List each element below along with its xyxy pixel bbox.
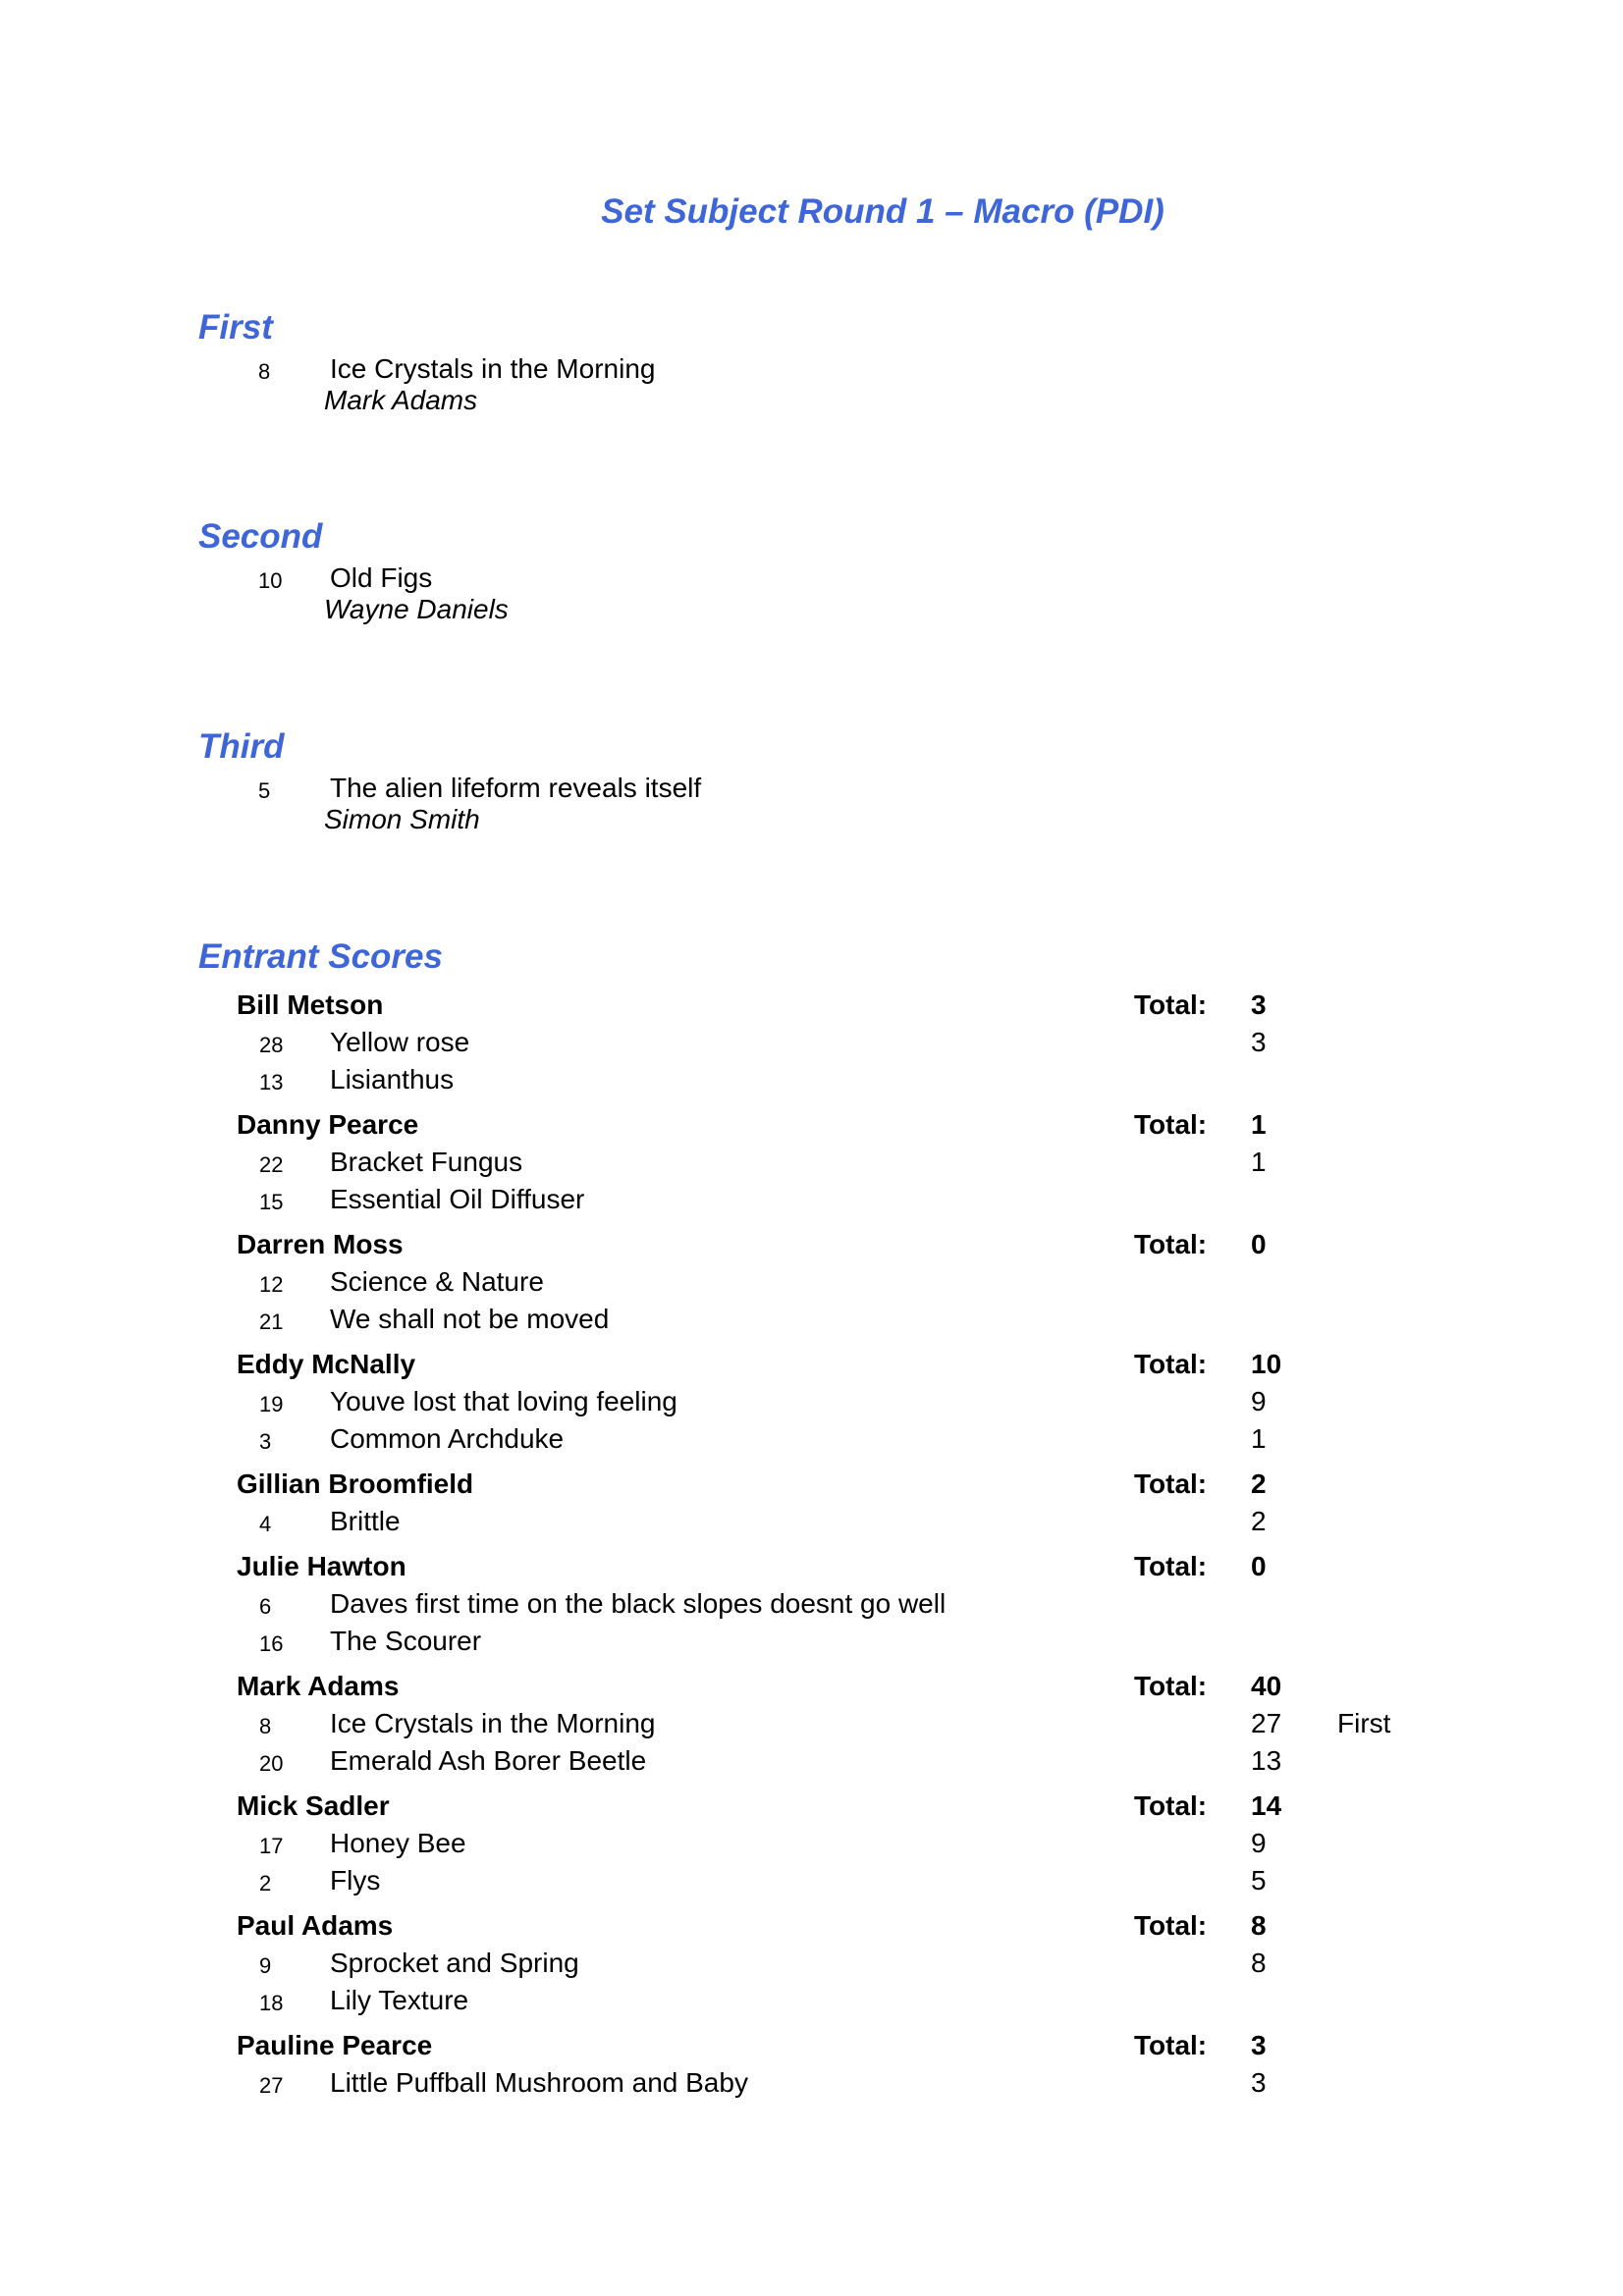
entry-row [0,1423,1623,1461]
entrant-group [0,1671,1623,1783]
entry-title: Honey Bee [330,1828,466,1858]
total-value: 14 [1251,1790,1282,1821]
entry-number: 19 [259,1392,284,1416]
entry-row [0,1266,1623,1304]
entry-row [0,1985,1623,2022]
entry-score: 3 [1251,2067,1267,2098]
entrant-name: Danny Pearce [237,1109,419,1140]
page-title: Set Subject Round 1 – Macro (PDI) [601,192,1164,231]
entry-number: 18 [259,1991,284,2015]
entrant-header-row [0,989,1623,1027]
award-entry-number: 8 [258,359,271,384]
entry-row [0,2067,1623,2105]
award-heading-third: Third [198,727,285,766]
award-entry-number: 10 [258,568,283,593]
award-entry-title: The alien lifeform reveals itself [330,773,702,803]
entry-row [0,1626,1623,1663]
entry-row [0,1386,1623,1423]
entrant-header-row [0,1468,1623,1506]
total-value: 8 [1251,1910,1267,1941]
entrant-group [0,989,1623,1101]
entry-score: 2 [1251,1506,1267,1536]
entry-number: 16 [259,1631,284,1656]
entrant-group [0,1551,1623,1663]
award-entry-author: Mark Adams [324,385,478,415]
entry-title: We shall not be moved [330,1304,610,1334]
entrant-header-row [0,1109,1623,1147]
total-label: Total: [1134,1551,1208,1581]
total-value: 0 [1251,1551,1267,1581]
entry-title: Science & Nature [330,1266,544,1297]
entrant-name: Bill Metson [237,989,384,1020]
total-label: Total: [1134,1671,1208,1701]
entrant-scores-heading: Entrant Scores [198,937,443,976]
entrant-group [0,2030,1623,2105]
entry-title: Emerald Ash Borer Beetle [330,1745,647,1776]
entry-number: 8 [259,1714,272,1738]
entry-score: 9 [1251,1386,1267,1416]
entrant-name: Gillian Broomfield [237,1468,474,1499]
entry-number: 3 [259,1429,272,1454]
entry-number: 21 [259,1309,284,1334]
entry-number: 2 [259,1871,272,1896]
total-label: Total: [1134,1468,1208,1499]
entry-title: Lily Texture [330,1985,469,2015]
entry-number: 27 [259,2073,284,2098]
entry-number: 17 [259,1834,284,1858]
entrant-name: Paul Adams [237,1910,394,1941]
entry-number: 22 [259,1152,284,1177]
award-entry-author: Simon Smith [324,804,480,834]
total-label: Total: [1134,1790,1208,1821]
entrant-header-row [0,1229,1623,1266]
total-value: 2 [1251,1468,1267,1499]
entrant-group [0,1349,1623,1461]
entrant-name: Mick Sadler [237,1790,390,1821]
entry-title: Brittle [330,1506,401,1536]
entrant-name: Darren Moss [237,1229,404,1259]
entry-number: 4 [259,1512,272,1536]
total-value: 10 [1251,1349,1282,1379]
entrant-header-row [0,1790,1623,1828]
entrant-name: Eddy McNally [237,1349,416,1379]
entry-number: 13 [259,1070,284,1095]
entry-score: 27 [1251,1708,1282,1738]
entrant-scores-list [0,989,1623,2112]
entry-award: First [1337,1708,1391,1738]
entry-title: The Scourer [330,1626,482,1656]
entrant-group [0,1910,1623,2022]
total-value: 3 [1251,989,1267,1020]
entry-row [0,1865,1623,1902]
entry-number: 15 [259,1190,284,1214]
entrant-header-row [0,1910,1623,1948]
entry-title: Flys [330,1865,381,1896]
entry-row [0,1948,1623,1985]
entry-score: 9 [1251,1828,1267,1858]
entry-row [0,1506,1623,1543]
entry-row [0,1304,1623,1341]
total-label: Total: [1134,1349,1208,1379]
entrant-name: Julie Hawton [237,1551,406,1581]
entrant-group [0,1790,1623,1902]
total-label: Total: [1134,1229,1208,1259]
total-value: 0 [1251,1229,1267,1259]
total-label: Total: [1134,2030,1208,2060]
total-value: 40 [1251,1671,1282,1701]
entry-score: 8 [1251,1948,1267,1978]
entry-score: 1 [1251,1147,1267,1177]
entrant-group [0,1109,1623,1221]
total-value: 3 [1251,2030,1267,2060]
total-label: Total: [1134,989,1208,1020]
entry-number: 9 [259,1953,272,1978]
entry-title: Common Archduke [330,1423,565,1454]
entrant-group [0,1468,1623,1543]
entry-row [0,1064,1623,1101]
entry-row [0,1184,1623,1221]
entry-number: 20 [259,1751,284,1776]
entry-score: 13 [1251,1745,1282,1776]
total-value: 1 [1251,1109,1267,1140]
entrant-header-row [0,1349,1623,1386]
entry-title: Sprocket and Spring [330,1948,579,1978]
total-label: Total: [1134,1910,1208,1941]
entrant-group [0,1229,1623,1341]
entry-row [0,1745,1623,1783]
entry-title: Bracket Fungus [330,1147,523,1177]
award-entry-title: Ice Crystals in the Morning [330,353,656,384]
entry-title: Daves first time on the black slopes doesnt go well [330,1588,947,1619]
entrant-header-row [0,1671,1623,1708]
entry-row [0,1147,1623,1184]
award-entry-number: 5 [258,778,271,803]
entrant-header-row [0,1551,1623,1588]
entry-row [0,1027,1623,1064]
entry-title: Youve lost that loving feeling [330,1386,677,1416]
entry-title: Yellow rose [330,1027,470,1057]
entry-score: 5 [1251,1865,1267,1896]
award-entry-title: Old Figs [330,562,433,593]
entry-row [0,1588,1623,1626]
entrant-name: Pauline Pearce [237,2030,433,2060]
entry-row [0,1828,1623,1865]
total-label: Total: [1134,1109,1208,1140]
award-entry-author: Wayne Daniels [324,594,509,624]
entry-title: Ice Crystals in the Morning [330,1708,656,1738]
entry-title: Essential Oil Diffuser [330,1184,585,1214]
entry-number: 6 [259,1594,272,1619]
entrant-header-row [0,2030,1623,2067]
award-heading-first: First [198,308,273,347]
entry-number: 12 [259,1272,284,1297]
entrant-name: Mark Adams [237,1671,400,1701]
entry-title: Little Puffball Mushroom and Baby [330,2067,748,2098]
entry-title: Lisianthus [330,1064,455,1095]
entry-score: 3 [1251,1027,1267,1057]
award-heading-second: Second [198,517,323,556]
entry-number: 28 [259,1033,284,1057]
entry-row [0,1708,1623,1745]
entry-score: 1 [1251,1423,1267,1454]
